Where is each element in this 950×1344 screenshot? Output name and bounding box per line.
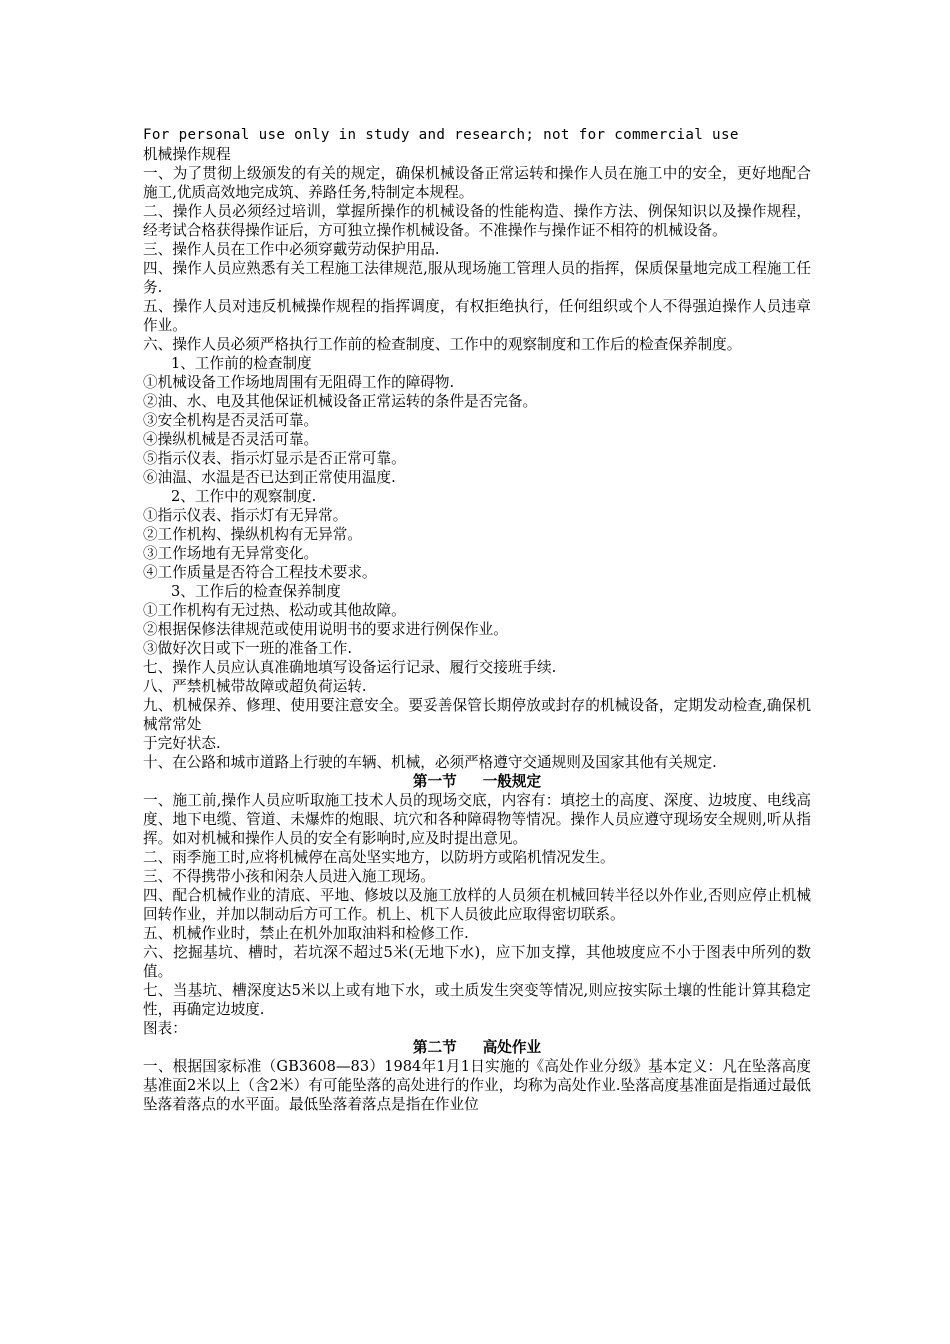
document-title: 机械操作规程 [143, 146, 231, 163]
section-number: 第一节 [412, 773, 457, 790]
rule-paragraph: 三、不得携带小孩和闲杂人员进入施工现场。 [143, 868, 435, 885]
rule-paragraph: 九、机械保养、修理、使用要注意安全。要妥善保管长期停放或封存的机械设备，定期发动检查,确保机械常常处 [143, 697, 811, 733]
list-item: ②根据保修法律规范或使用说明书的要求进行例保作业。 [143, 621, 508, 638]
document-page [143, 126, 811, 1114]
subsection-title: 3、工作后的检查保养制度 [171, 583, 341, 600]
rule-paragraph: 六、挖掘基坑、槽时，若坑深不超过5米(无地下水)，应下加支撑，其他坡度应不小于图表中所列的数值。 [143, 944, 811, 980]
rule-paragraph: 四、操作人员应熟悉有关工程施工法律规范,服从现场施工管理人员的指挥，保质保量地完成工程施工任务. [143, 260, 811, 296]
rule-paragraph: 二、雨季施工时,应将机械停在高处坚实地方，以防坍方或陷机情况发生。 [143, 849, 615, 866]
section-name: 高处作业 [482, 1039, 542, 1056]
subsection-title: 1、工作前的检查制度 [171, 355, 312, 372]
section-number: 第二节 [412, 1039, 457, 1056]
rule-paragraph: 五、机械作业时，禁止在机外加取油料和检修工作. [143, 925, 469, 942]
rule-paragraph: 一、施工前,操作人员应听取施工技术人员的现场交底，内容有：填挖土的高度、深度、边坡度、电线高度、地下电缆、管道、未爆炸的炮眼、坑穴和各种障碍物等情况。操作人员应遵守现场安全规则,听从指挥。如对机械和操作人员的安全有影响时,应及时提出意见。 [143, 792, 811, 847]
rule-paragraph: 一、为了贯彻上级颁发的有关的规定，确保机械设备正常运转和操作人员在施工中的安全，更好地配合施工,优质高效地完成筑、养路任务,特制定本规程。 [143, 165, 811, 201]
list-item: ③做好次日或下一班的准备工作. [143, 640, 352, 657]
list-item: ③安全机构是否灵活可靠。 [143, 412, 319, 429]
list-item: ①机械设备工作场地周围有无阻碍工作的障碍物. [143, 374, 455, 391]
rule-paragraph: 七、操作人员应认真准确地填写设备运行记录、履行交接班手续. [143, 659, 557, 676]
figure-label: 图表： [143, 1020, 187, 1037]
rule-paragraph: 八、严禁机械带故障或超负荷运转. [143, 678, 367, 695]
rule-paragraph: 三、操作人员在工作中必须穿戴劳动保护用品. [143, 241, 440, 258]
section-heading [143, 772, 811, 791]
list-item: ①工作机构有无过热、松动或其他故障。 [143, 602, 406, 619]
list-item: ⑤指示仪表、指示灯显示是否正常可靠。 [143, 450, 406, 467]
rule-paragraph: 于完好状态. [143, 735, 221, 752]
list-item: ①指示仪表、指示灯有无异常。 [143, 507, 348, 524]
list-item: ③工作场地有无异常变化。 [143, 545, 319, 562]
list-item: ②工作机构、操纵机构有无异常。 [143, 526, 362, 543]
section-name: 一般规定 [482, 773, 542, 790]
rule-paragraph: 二、操作人员必须经过培训，掌握所操作的机械设备的性能构造、操作方法、例保知识以及操作规程，经考试合格获得操作证后，方可独立操作机械设备。不准操作与操作证不相符的机械设备。 [143, 203, 811, 239]
usage-notice: For personal use only in study and research; not for commercial use [143, 127, 739, 143]
section-heading [143, 1038, 811, 1057]
subsection-title: 2、工作中的观察制度. [171, 488, 317, 505]
rule-paragraph: 七、当基坑、槽深度达5米以上或有地下水，或土质发生突变等情况,则应按实际土壤的性能计算其稳定性，再确定边坡度. [143, 982, 811, 1018]
rule-paragraph: 十、在公路和城市道路上行驶的车辆、机械，必须严格遵守交通规则及国家其他有关规定. [143, 754, 717, 771]
rule-paragraph: 六、操作人员必须严格执行工作前的检查制度、工作中的观察制度和工作后的检查保养制度。 [143, 336, 742, 353]
list-item: ④工作质量是否符合工程技术要求。 [143, 564, 377, 581]
rule-paragraph: 四、配合机械作业的清底、平地、修坡以及施工放样的人员须在机械回转半径以外作业,否则应停止机械回转作业，并加以制动后方可工作。机上、机下人员彼此应取得密切联系。 [143, 887, 811, 923]
list-item: ②油、水、电及其他保证机械设备正常运转的条件是否完备。 [143, 393, 538, 410]
list-item: ④操纵机械是否灵活可靠。 [143, 431, 319, 448]
rule-paragraph: 五、操作人员对违反机械操作规程的指挥调度，有权拒绝执行，任何组织或个人不得强迫操作人员违章作业。 [143, 298, 811, 334]
rule-paragraph: 一、根据国家标准（GB3608—83）1984年1月1日实施的《高处作业分级》基本定义：凡在坠落高度基准面2米以上（含2米）有可能坠落的高处进行的作业，均称为高处作业.坠落高度基准面是指通过最低坠落着落点的水平面。最低坠落着落点是指在作业位 [143, 1058, 811, 1113]
list-item: ⑥油温、水温是否已达到正常使用温度. [143, 469, 396, 486]
